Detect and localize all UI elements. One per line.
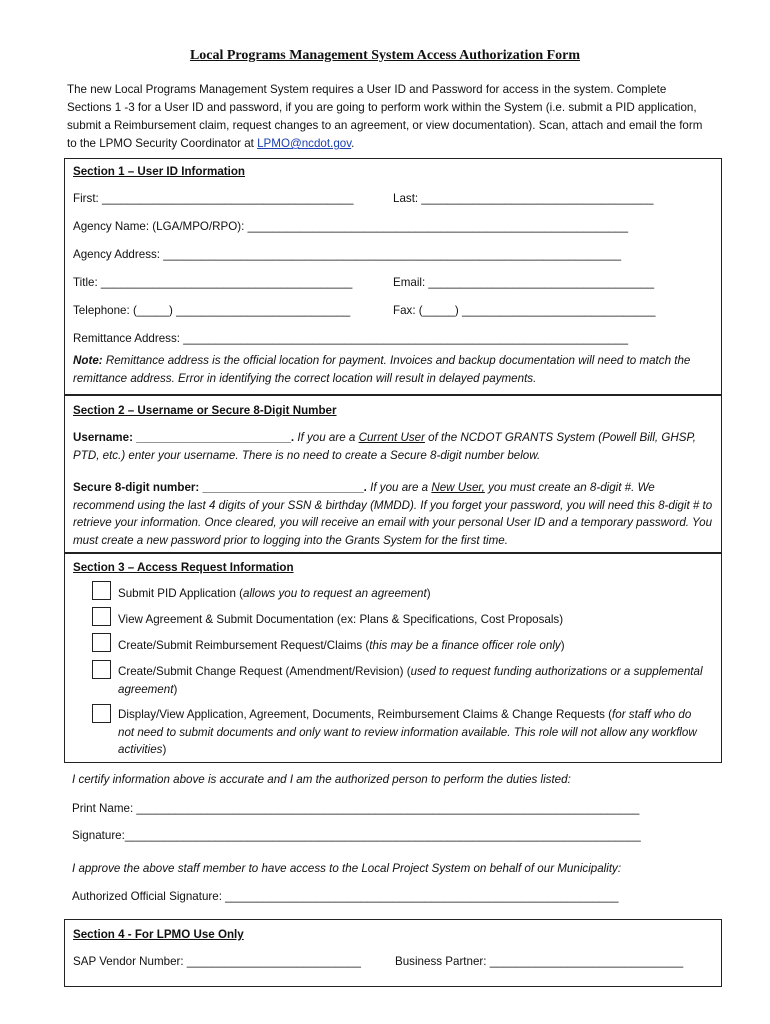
- option-change-request: [118, 663, 708, 698]
- option-end: ): [173, 682, 178, 696]
- section-2-box: [64, 395, 722, 553]
- security-coordinator-email-link[interactable]: LPMO@ncdot.gov: [257, 137, 352, 150]
- checkbox-display-view[interactable]: [92, 704, 111, 723]
- option-label: View Agreement & Submit Documentation (ex: Plans & Specifications, Cost Proposals): [118, 613, 564, 626]
- checkbox-change-request[interactable]: [92, 660, 111, 679]
- agency-name-field[interactable]: Agency Name: (LGA/MPO/RPO): ___________________________________________________________: [73, 220, 629, 233]
- agency-address-field[interactable]: Agency Address: _______________________________________________________________________: [73, 248, 622, 261]
- option-label: Display/View Application, Agreement, Documents, Reimbursement Claims & Change Requests (: [118, 708, 613, 721]
- title-field[interactable]: Title: _______________________________________: [73, 276, 353, 289]
- secure-number-paragraph: [73, 479, 715, 549]
- option-note: used to request funding authorizations or a supplemental agreement: [118, 665, 703, 696]
- intro-text: The new Local Programs Management System requires a User ID and Password for access in the system. Complete Sections 1 -3 for a User ID and password, if you are going to perform work within the System (i.e. submit a PID application, submit a Reimbursement claim, request changes to an agreement, or view documentation). Scan, attach and email the form to the LPMO Security Coordinator at: [67, 83, 703, 150]
- option-view-agreement: [118, 611, 708, 629]
- certify-statement: I certify information above is accurate and I am the authorized person to perform the duties listed:: [72, 773, 571, 786]
- option-note: allows you to request an agreement: [243, 587, 427, 600]
- option-label: Create/Submit Reimbursement Request/Claims (: [118, 639, 370, 652]
- last-name-field[interactable]: Last: ____________________________________: [393, 192, 654, 205]
- option-label: Submit PID Application (: [118, 587, 244, 600]
- username-text-a: If you are a: [294, 431, 359, 444]
- checkbox-view-agreement[interactable]: [92, 607, 111, 626]
- new-user-text: New User,: [431, 481, 485, 494]
- section-1-heading: Section 1 – User ID Information: [73, 165, 246, 178]
- option-end: ): [426, 587, 431, 600]
- username-text-b: of the NCDOT GRANTS System (Powell Bill, GHSP, PTD, etc.) enter your username. There is no need to create a Secure 8-digit number below.: [73, 431, 696, 462]
- approval-statement: I approve the above staff member to have access to the Local Project System on behalf of our Municipality:: [72, 862, 622, 875]
- signature-field[interactable]: Signature:________________________________________________________________________________: [72, 829, 641, 842]
- section-4-heading: Section 4 - For LPMO Use Only: [73, 928, 244, 941]
- option-display-view: [118, 706, 708, 759]
- official-signature-field[interactable]: Authorized Official Signature: _____________________________________________________________: [72, 890, 619, 903]
- option-submit-pid: [118, 585, 708, 603]
- section-2-heading: Section 2 – Username or Secure 8-Digit Number: [73, 404, 337, 417]
- option-label: Create/Submit Change Request (Amendment/Revision) (: [118, 665, 411, 678]
- checkbox-submit-pid[interactable]: [92, 581, 111, 600]
- current-user-text: Current User: [358, 431, 425, 444]
- section-4-box: [64, 919, 722, 987]
- first-name-field[interactable]: First: _______________________________________: [73, 192, 354, 205]
- email-field[interactable]: Email: ___________________________________: [393, 276, 655, 289]
- section-3-heading: Section 3 – Access Request Information: [73, 561, 294, 574]
- remittance-address-field[interactable]: Remittance Address: _____________________________________________________________________: [73, 332, 629, 345]
- remittance-note: [73, 352, 713, 387]
- option-note: for staff who do not need to submit documents and only want to review information available. This role will not allow any workflow activities: [118, 708, 697, 756]
- intro-paragraph: [67, 81, 707, 153]
- username-field[interactable]: Username: ________________________.: [73, 431, 295, 444]
- checkbox-reimbursement[interactable]: [92, 633, 111, 652]
- print-name-field[interactable]: Print Name: ______________________________________________________________________________: [72, 802, 640, 815]
- note-label: Note:: [73, 354, 103, 367]
- sap-vendor-number-field[interactable]: SAP Vendor Number: ___________________________: [73, 955, 361, 968]
- username-paragraph: [73, 429, 715, 464]
- option-reimbursement: [118, 637, 708, 655]
- note-text: Remittance address is the official location for payment. Invoices and backup documentation will need to match the remittance address. Error in identifying the correct location will result in delayed payments.: [73, 354, 691, 385]
- secure-text-b: you must create an 8-digit #. We recommend using the last 4 digits of your SSN & birthday (MMDD). If you forget your password, you will need this 8-digit # to retrieve your information. Once cleared, you will receive an email with your personal User ID and a temporary password. You must create a new password prior to logging into the Grants System for the first time.: [73, 481, 713, 547]
- fax-field[interactable]: Fax: (_____) ______________________________: [393, 304, 656, 317]
- option-note: this may be a finance officer role only: [369, 639, 561, 652]
- secure-text-a: If you are a: [366, 481, 432, 494]
- section-1-box: [64, 158, 722, 395]
- secure-number-field[interactable]: Secure 8-digit number: _________________________.: [73, 481, 367, 494]
- intro-end: .: [351, 137, 355, 150]
- business-partner-field[interactable]: Business Partner: ______________________________: [395, 955, 684, 968]
- form-title: Local Programs Management System Access Authorization Form: [189, 48, 581, 63]
- option-end: ): [162, 743, 167, 756]
- option-end: ): [560, 639, 565, 652]
- telephone-field[interactable]: Telephone: (_____) ___________________________: [73, 304, 351, 317]
